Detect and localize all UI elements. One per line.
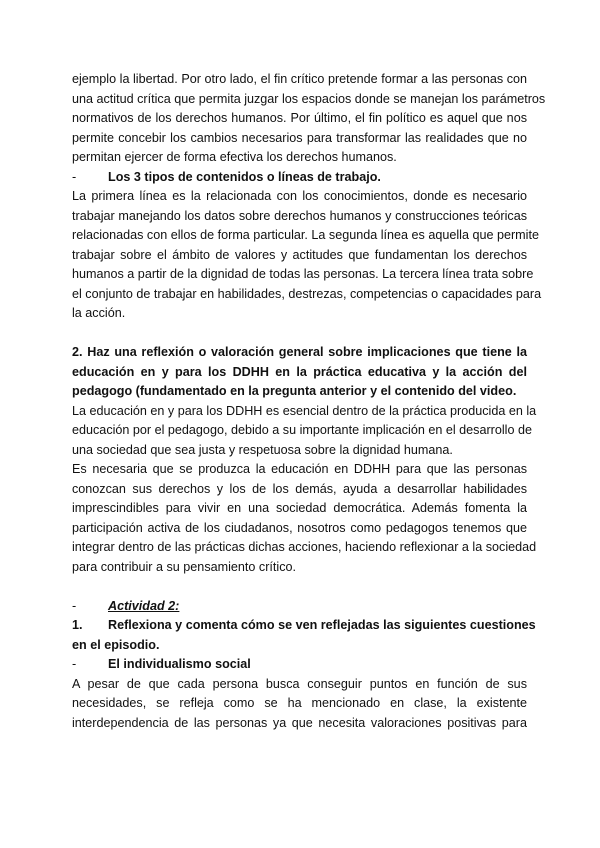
text-line: conozcan sus derechos y los de los demás, ayuda a desarrollar habilidades [72,481,527,496]
item-text: Reflexiona y comenta cómo se ven reflejadas las siguientes cuestiones [108,618,536,632]
heading-text: El individualismo social [108,657,251,671]
paragraph-necesaria [72,460,537,577]
question-2 [72,343,527,402]
bullet-dash: - [72,169,77,184]
text-line: participación activa de los ciudadanos, nosotros como pedagogos tenemos que [72,520,527,535]
item-line: en el episodio. [72,637,160,652]
text-line: A pesar de que cada persona busca conseguir puntos en función de sus [72,676,527,691]
text-line: imprescindibles para vivir en una sociedad democrática. Además fomenta la [72,501,527,515]
blank-line [72,324,527,344]
item-number: 1. [72,618,83,632]
text-line: trabajar sobre el ámbito de valores y actitudes que fundamentan los derechos [72,247,527,262]
text-line: necesidades, se refleja como se ha mencionado en clase, la existente [72,696,527,710]
text-line: la acción. [72,306,126,320]
question-line: educación en y para los DDHH en la práctica educativa y la acción del [72,364,527,379]
paragraph-individualismo [72,675,527,734]
activity-title: Actividad 2: [108,598,180,613]
paragraph-educacion [72,402,537,461]
heading-tipos-contenidos [72,168,527,188]
text-line: interdependencia de las personas ya que necesita valoraciones positivas para [72,715,527,730]
text-line: el conjunto de trabajar en habilidades, destrezas, competencias o capacidades para [72,286,542,301]
item-line [72,616,536,636]
text-line: La educación en y para los DDHH es esencial dentro de la práctica producida en la [72,403,537,418]
text-line: humanos a partir de la dignidad de todas las personas. La tercera línea trata sobre [72,267,534,281]
paragraph-fines [72,70,546,168]
text-line: educación por el pedagogo, debido a su importante implicación en el desarrollo de [72,423,532,437]
text-line: trabajar manejando los datos sobre derechos humanos y construcciones teóricas [72,208,527,223]
heading-individualismo [72,655,527,675]
text-line: permitan ejercer de forma efectiva los derechos humanos. [72,150,397,164]
item-1 [72,616,536,655]
text-line: ejemplo la libertad. Por otro lado, el fin crítico pretende formar a las personas con [72,72,527,86]
text-line: una sociedad que sea justa y respetuosa sobre la dignidad humana. [72,442,453,457]
bullet-dash: - [72,657,77,671]
blank-line [72,577,527,597]
bullet-dash: - [72,598,77,613]
text-line: Es necesaria que se produzca la educación en DDHH para que las personas [72,462,527,476]
document-body [72,70,546,733]
heading-text: Los 3 tipos de contenidos o líneas de trabajo. [108,169,381,184]
text-line: relacionadas con ellos de forma particular. La segunda línea es aquella que permite [72,228,539,242]
text-line: para contribuir a su pensamiento crítico. [72,559,297,574]
text-line: permite concebir los cambios necesarios para transformar las realidades que no [72,130,527,145]
activity-heading [72,597,527,617]
text-line: La primera línea es la relacionada con los conocimientos, donde es necesario [72,189,527,203]
text-line: integrar dentro de las prácticas dichas acciones, haciendo reflexionar a la sociedad [72,540,537,554]
question-line: 2. Haz una reflexión o valoración general sobre implicaciones que tiene la [72,345,527,359]
text-line: normativos de los derechos humanos. Por último, el fin político es aquel que nos [72,111,527,125]
question-line: pedagogo (fundamentado en la pregunta anterior y el contenido del video. [72,384,517,398]
text-line: una actitud crítica que permita juzgar los espacios donde se manejan los parámetros [72,91,546,106]
paragraph-lineas [72,187,542,324]
